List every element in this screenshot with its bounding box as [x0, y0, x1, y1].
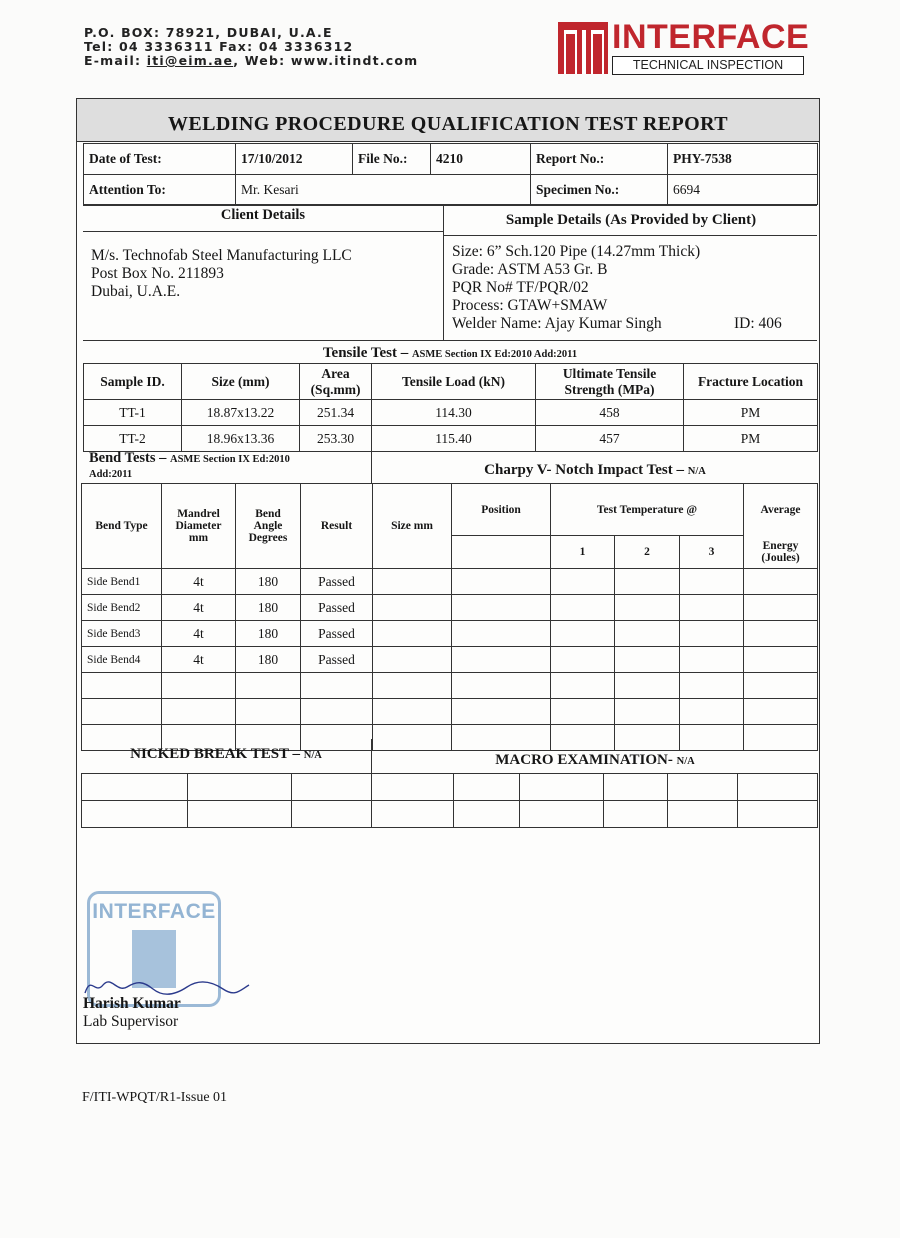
bend-type-cell: Side Bend1 — [82, 569, 162, 595]
table-row — [82, 774, 818, 801]
bend-standard-add: Add:2011 — [89, 469, 133, 480]
result-cell: Passed — [301, 621, 373, 647]
tensile-col-load: Tensile Load (kN) — [372, 364, 536, 400]
angle-cell: 180 — [236, 569, 301, 595]
charpy-heading — [373, 461, 817, 479]
company-logo — [558, 18, 810, 76]
tensile-col-sample-id: Sample ID. — [84, 364, 182, 400]
client-name: M/s. Technofab Steel Manufacturing LLC — [91, 247, 352, 264]
table-row — [82, 647, 818, 673]
size-cell: 18.96x13.36 — [182, 426, 300, 452]
uts-cell: 458 — [536, 400, 684, 426]
phone-fax: Tel: 04 3336311 Fax: 04 3336312 — [84, 39, 354, 54]
sample-details-heading: Sample Details (As Provided by Client) — [505, 212, 757, 228]
email-label: E-mail: — [84, 53, 147, 68]
sample-info — [452, 243, 812, 333]
table-row — [84, 400, 818, 426]
charpy-title: Charpy V- Notch Impact Test – — [484, 462, 688, 478]
info-table — [83, 143, 818, 205]
load-cell: 114.30 — [372, 400, 536, 426]
bend-type-cell: Side Bend4 — [82, 647, 162, 673]
charpy-sub-3: 3 — [680, 536, 744, 569]
contact-block — [84, 26, 418, 68]
charpy-na: N/A — [687, 466, 706, 477]
table-row — [82, 621, 818, 647]
table-row — [82, 673, 818, 699]
bend-type-cell: Side Bend3 — [82, 621, 162, 647]
uts-cell: 457 — [536, 426, 684, 452]
email-web — [84, 54, 418, 68]
client-address — [91, 247, 352, 301]
table-row — [82, 801, 818, 828]
bend-heading — [89, 451, 369, 481]
nicked-break-title: NICKED BREAK TEST – — [130, 746, 304, 762]
file-value: 4210 — [431, 144, 531, 175]
nicked-macro-table — [81, 773, 818, 828]
email-link[interactable]: iti@eim.ae — [146, 53, 234, 68]
tensile-standard: ASME Section IX Ed:2010 Add:2011 — [411, 349, 578, 360]
sample-pqr: PQR No# TF/PQR/02 — [452, 279, 589, 296]
nicked-break-na: N/A — [303, 750, 322, 761]
client-city: Dubai, U.A.E. — [91, 283, 181, 300]
logo-mark-icon — [558, 22, 608, 74]
sample-grade: Grade: ASTM A53 Gr. B — [452, 261, 608, 278]
client-po-box: Post Box No. 211893 — [91, 265, 224, 282]
report-form — [76, 98, 820, 1044]
macro-heading — [373, 751, 817, 769]
macro-na: N/A — [676, 756, 695, 767]
signatory — [83, 995, 181, 1031]
tensile-heading — [83, 344, 817, 362]
charpy-col-temperature: Test Temperature @ — [551, 484, 744, 536]
tensile-col-fracture: Fracture Location — [684, 364, 818, 400]
date-label: Date of Test: — [84, 144, 236, 175]
table-row — [82, 595, 818, 621]
fracture-cell: PM — [684, 426, 818, 452]
sample-welder — [452, 315, 812, 333]
sample-id-cell: TT-1 — [84, 400, 182, 426]
angle-cell: 180 — [236, 595, 301, 621]
welder-id: ID: 406 — [734, 315, 782, 332]
fracture-cell: PM — [684, 400, 818, 426]
stamp-wordmark: INTERFACE — [92, 900, 216, 923]
bend-col-angle: Bend Angle Degrees — [236, 484, 301, 569]
table-row — [84, 426, 818, 452]
report-number-label: Report No.: — [531, 144, 668, 175]
logo-subtitle: TECHNICAL INSPECTION — [612, 56, 804, 75]
bend-col-type: Bend Type — [82, 484, 162, 569]
charpy-col-average: Average — [744, 484, 818, 536]
web-text: , Web: www.itindt.com — [233, 53, 419, 68]
sample-size: Size: 6” Sch.120 Pipe (14.27mm Thick) — [452, 243, 701, 260]
area-cell: 253.30 — [300, 426, 372, 452]
bend-col-result: Result — [301, 484, 373, 569]
tensile-col-area: Area (Sq.mm) — [300, 364, 372, 400]
bend-standard: ASME Section IX Ed:2010 — [170, 454, 290, 465]
mandrel-cell: 4t — [162, 595, 236, 621]
mandrel-cell: 4t — [162, 621, 236, 647]
angle-cell: 180 — [236, 647, 301, 673]
charpy-col-energy: Energy (Joules) — [744, 536, 818, 569]
specimen-label: Specimen No.: — [531, 175, 668, 205]
signatory-title: Lab Supervisor — [83, 1013, 179, 1030]
bend-type-cell: Side Bend2 — [82, 595, 162, 621]
bend-charpy-table — [81, 483, 818, 751]
sample-process: Process: GTAW+SMAW — [452, 297, 608, 314]
charpy-col-size: Size mm — [373, 484, 452, 569]
welder-name: Welder Name: Ajay Kumar Singh — [452, 315, 662, 332]
signatory-name: Harish Kumar — [83, 995, 181, 1012]
table-row — [82, 699, 818, 725]
tensile-col-size: Size (mm) — [182, 364, 300, 400]
client-details-heading: Client Details — [220, 207, 306, 223]
address: P.O. BOX: 78921, DUBAI, U.A.E — [84, 25, 333, 40]
date-value: 17/10/2012 — [236, 144, 353, 175]
attention-label: Attention To: — [84, 175, 236, 205]
load-cell: 115.40 — [372, 426, 536, 452]
title-band — [77, 99, 819, 142]
charpy-sub-2: 2 — [615, 536, 680, 569]
size-cell: 18.87x13.22 — [182, 400, 300, 426]
tensile-table — [83, 363, 818, 452]
angle-cell: 180 — [236, 621, 301, 647]
result-cell: Passed — [301, 595, 373, 621]
logo-wordmark: INTERFACE — [612, 18, 810, 56]
result-cell: Passed — [301, 569, 373, 595]
attention-value: Mr. Kesari — [236, 175, 531, 205]
bend-col-mandrel: Mandrel Diameter mm — [162, 484, 236, 569]
sample-id-cell: TT-2 — [84, 426, 182, 452]
report-number-value: PHY-7538 — [668, 144, 818, 175]
charpy-sub-1: 1 — [551, 536, 615, 569]
report-title: WELDING PROCEDURE QUALIFICATION TEST REPORT — [168, 113, 728, 135]
bend-title: Bend Tests – — [89, 450, 170, 466]
area-cell: 251.34 — [300, 400, 372, 426]
mandrel-cell: 4t — [162, 569, 236, 595]
charpy-col-position: Position — [452, 484, 551, 536]
mandrel-cell: 4t — [162, 647, 236, 673]
specimen-value: 6694 — [668, 175, 818, 205]
form-code: F/ITI-WPQT/R1-Issue 01 — [82, 1090, 228, 1105]
table-row — [82, 569, 818, 595]
macro-title: MACRO EXAMINATION- — [495, 752, 677, 768]
charpy-position-sub — [452, 536, 551, 569]
file-label: File No.: — [353, 144, 431, 175]
tensile-title: Tensile Test – — [322, 345, 412, 361]
tensile-col-uts: Ultimate Tensile Strength (MPa) — [536, 364, 684, 400]
nicked-break-heading — [81, 745, 371, 763]
result-cell: Passed — [301, 647, 373, 673]
